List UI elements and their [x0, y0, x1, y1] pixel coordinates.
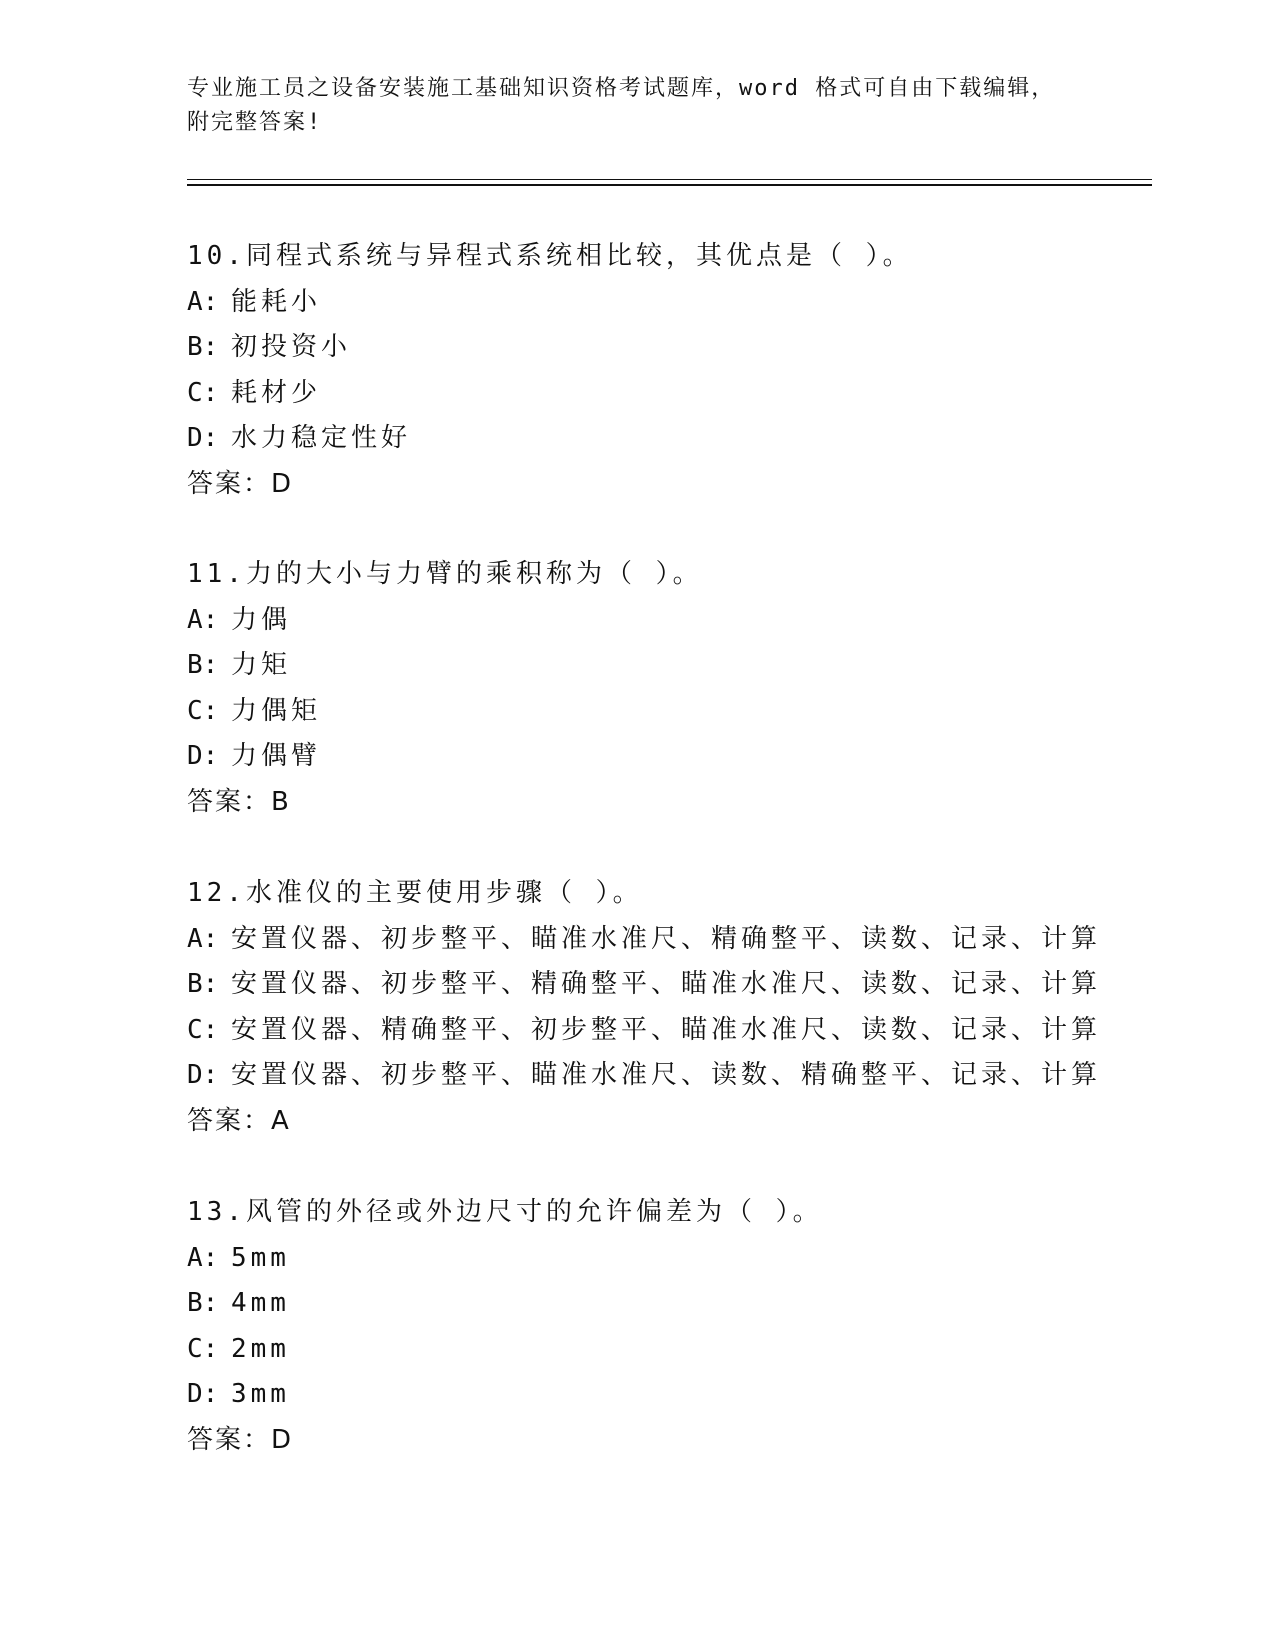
option-label: C:: [187, 1014, 219, 1045]
option-text: 水力稳定性好: [231, 423, 412, 453]
option-text: 2mm: [231, 1333, 290, 1364]
option-label: B:: [187, 332, 219, 362]
option-a: [187, 280, 1147, 326]
option-text: 能耗小: [231, 286, 322, 317]
document-header: [187, 72, 1087, 140]
option-text: 安置仪器、精确整平、初步整平、瞄准水准尺、读数、记录、计算: [231, 1014, 1102, 1045]
option-a: [187, 598, 1147, 644]
option-c: [187, 371, 1147, 417]
option-text: 安置仪器、初步整平、瞄准水准尺、精确整平、读数、记录、计算: [231, 923, 1102, 954]
option-text: 4mm: [231, 1288, 290, 1318]
option-text: 安置仪器、初步整平、瞄准水准尺、读数、精确整平、记录、计算: [231, 1060, 1102, 1090]
option-text: 5mm: [231, 1242, 290, 1273]
option-b: [187, 643, 1147, 689]
option-label: C:: [187, 1333, 219, 1364]
option-text: 力偶矩: [231, 695, 322, 726]
option-label: C:: [187, 377, 219, 408]
question-12: [187, 871, 1147, 1144]
option-text: 耗材少: [231, 377, 322, 408]
option-b: [187, 1281, 1147, 1327]
option-d: [187, 1053, 1147, 1099]
option-d: [187, 1372, 1147, 1418]
option-text: 安置仪器、初步整平、精确整平、瞄准水准尺、读数、记录、计算: [231, 969, 1102, 999]
question-13: [187, 1190, 1147, 1463]
option-label: D:: [187, 1379, 219, 1409]
option-a: [187, 917, 1147, 963]
option-label: A:: [187, 923, 219, 954]
option-a: [187, 1236, 1147, 1282]
question-stem: 12.水准仪的主要使用步骤（ ）。: [187, 878, 643, 908]
option-b: [187, 962, 1147, 1008]
option-text: 3mm: [231, 1379, 290, 1409]
answer-line: 答案：D: [187, 1424, 294, 1455]
option-c: [187, 689, 1147, 735]
option-label: A:: [187, 1242, 219, 1273]
option-d: [187, 416, 1147, 462]
question-stem: 13.风管的外径或外边尺寸的允许偏差为（ ）。: [187, 1197, 823, 1227]
option-d: [187, 734, 1147, 780]
option-label: B:: [187, 1288, 219, 1318]
option-label: D:: [187, 1060, 219, 1090]
header-line-1: 专业施工员之设备安装施工基础知识资格考试题库，word 格式可自由下载编辑，: [187, 76, 1056, 101]
option-text: 初投资小: [231, 332, 352, 362]
question-11: [187, 552, 1147, 825]
header-divider-thick: [187, 184, 1152, 186]
option-label: D:: [187, 423, 219, 453]
option-label: B:: [187, 969, 219, 999]
answer-line: 答案：B: [187, 786, 291, 817]
header-line-2: 附完整答案!: [187, 110, 323, 135]
header-divider-thin: [187, 179, 1152, 180]
option-label: D:: [187, 741, 219, 771]
answer-line: 答案：D: [187, 468, 294, 499]
question-stem: 11.力的大小与力臂的乘积称为（ ）。: [187, 559, 703, 589]
question-10: [187, 234, 1147, 507]
option-b: [187, 325, 1147, 371]
option-label: C:: [187, 695, 219, 726]
option-c: [187, 1008, 1147, 1054]
option-text: 力矩: [231, 650, 292, 680]
question-stem: 10.同程式系统与异程式系统相比较，其优点是（ ）。: [187, 241, 913, 271]
option-text: 力偶: [231, 604, 292, 635]
option-c: [187, 1327, 1147, 1373]
option-label: A:: [187, 286, 219, 317]
option-label: A:: [187, 604, 219, 635]
option-text: 力偶臂: [231, 741, 322, 771]
answer-line: 答案：A: [187, 1105, 291, 1136]
option-label: B:: [187, 650, 219, 680]
